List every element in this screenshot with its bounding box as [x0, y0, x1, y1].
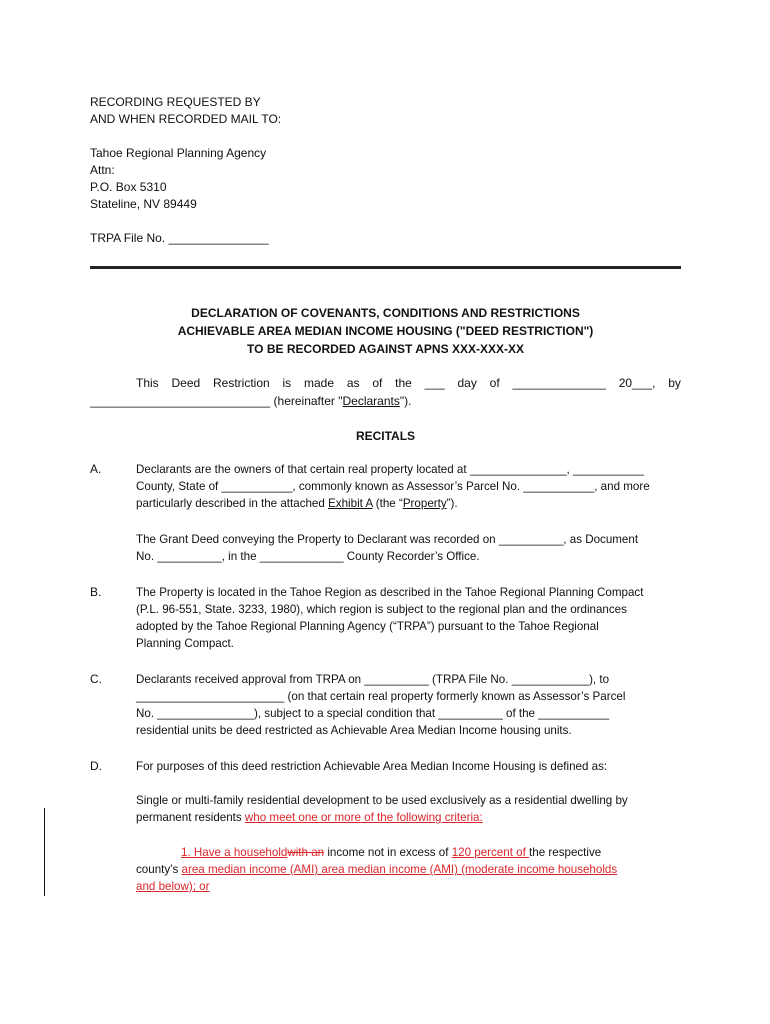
intro-word: ______________: [512, 376, 606, 390]
section-d-line: Single or multi-family residential development to be used exclusively as a residential dwelling by: [136, 794, 628, 807]
text-run: county’s: [136, 863, 182, 876]
section-b-line: adopted by the Tahoe Regional Planning Agency (“TRPA”) pursuant to the Tahoe Regional: [136, 620, 599, 633]
title-line-2: ACHIEVABLE AREA MEDIAN INCOME HOUSING ("DEED RESTRICTION"): [177, 324, 594, 338]
section-c-line: residential units be deed restricted as Achievable Area Median Income housing units.: [136, 724, 572, 737]
criteria-line-1: [136, 844, 617, 861]
section-c-line: _______________________ (on that certain real property formerly known as Assessor’s Parcel: [136, 690, 626, 703]
title-line-1: DECLARATION OF COVENANTS, CONDITIONS AND RESTRICTIONS: [191, 306, 580, 320]
section-d-letter: D.: [90, 759, 102, 773]
document-title: [90, 304, 681, 358]
criteria-line-2: [136, 861, 617, 878]
text-run: ”).: [446, 497, 458, 510]
intro-word: made: [303, 376, 334, 390]
intro-word: day: [457, 376, 477, 390]
deleted-text: with an: [287, 846, 325, 859]
intro-word: This: [136, 376, 159, 390]
text-run: income not in excess of: [324, 846, 452, 859]
property-term: Property: [402, 497, 447, 510]
inserted-text: area median income (AMI) area median income (AMI) (moderate income households: [181, 863, 618, 876]
inserted-text: and below); or: [136, 880, 210, 893]
intro-word: the: [395, 376, 412, 390]
section-a-line: The Grant Deed conveying the Property to Declarant was recorded on __________, as Document: [136, 533, 639, 546]
city-state-zip: Stateline, NV 89449: [90, 197, 197, 211]
intro-word: of: [489, 376, 500, 390]
intro-word: 20___,: [618, 376, 656, 390]
intro-word: ___: [424, 376, 445, 390]
section-c-letter: C.: [90, 672, 102, 686]
section-a-line: [136, 495, 681, 512]
declarants-term: Declarants: [342, 394, 400, 408]
recorded-mail-line: AND WHEN RECORDED MAIL TO:: [90, 112, 282, 126]
title-line-3: TO BE RECORDED AGAINST APNS XXX-XXX-XX: [247, 342, 524, 356]
text-run: the respective: [529, 846, 602, 859]
recording-requested-line: RECORDING REQUESTED BY: [90, 95, 261, 109]
po-box: P.O. Box 5310: [90, 180, 167, 194]
text-run: permanent residents: [136, 811, 245, 824]
recording-header: [90, 94, 281, 247]
section-a-letter: A.: [90, 462, 102, 476]
section-a-line: County, State of ___________, commonly known as Assessor’s Parcel No. ___________, and more: [136, 480, 650, 493]
section-b-line: The Property is located in the Tahoe Region as described in the Tahoe Regional Planning Compact: [136, 586, 644, 599]
attn-line: Attn:: [90, 163, 115, 177]
trpa-file-no: TRPA File No. _______________: [90, 231, 269, 245]
inserted-text: 120 percent of: [451, 846, 530, 859]
intro-line-1: [136, 375, 681, 392]
criteria-line-3: [136, 878, 617, 895]
section-b-line: Planning Compact.: [136, 637, 234, 650]
intro-text: ___________________________ (hereinafter ": [90, 394, 343, 408]
section-d-paragraph-2: [136, 792, 628, 826]
section-a-paragraph-1: [136, 461, 681, 512]
inserted-text: 1. Have a household: [181, 846, 288, 859]
intro-text: ").: [399, 394, 412, 408]
exhibit-a-term: Exhibit A: [328, 497, 373, 510]
intro-word: by: [668, 376, 681, 390]
intro-line-2: [90, 393, 411, 410]
agency-name: Tahoe Regional Planning Agency: [90, 146, 267, 160]
section-d-line: [136, 809, 628, 826]
intro-word: as: [346, 376, 360, 390]
intro-word: is: [282, 376, 292, 390]
section-c-paragraph: [136, 671, 681, 739]
section-b-line: (P.L. 96-551, State. 3233, 1980), which region is subject to the regional plan and the ordinances: [136, 603, 627, 616]
horizontal-divider: [90, 266, 681, 269]
section-a-paragraph-2: [136, 531, 681, 565]
text-run: (the “: [372, 497, 403, 510]
section-a-line: No. __________, in the _____________ County Recorder’s Office.: [136, 550, 480, 563]
section-b-letter: B.: [90, 585, 102, 599]
section-d-definition-intro: For purposes of this deed restriction Achievable Area Median Income Housing is defined as:: [136, 760, 608, 773]
change-bar: [44, 808, 45, 896]
intro-word: Restriction: [212, 376, 270, 390]
section-a-line: Declarants are the owners of that certain real property located at _______________, ___________: [136, 463, 644, 476]
recitals-heading: RECITALS: [355, 429, 416, 443]
intro-word: Deed: [171, 376, 201, 390]
section-b-paragraph: [136, 584, 681, 652]
section-c-line: Declarants received approval from TRPA on __________ (TRPA File No. ____________), to: [136, 673, 610, 686]
section-c-line: No. _______________), subject to a special condition that __________ of the ___________: [136, 707, 610, 720]
intro-word: of: [372, 376, 383, 390]
inserted-text: who meet one or more of the following criteria:: [244, 811, 483, 824]
section-d-criteria: [136, 844, 617, 895]
text-run: particularly described in the attached: [136, 497, 329, 510]
